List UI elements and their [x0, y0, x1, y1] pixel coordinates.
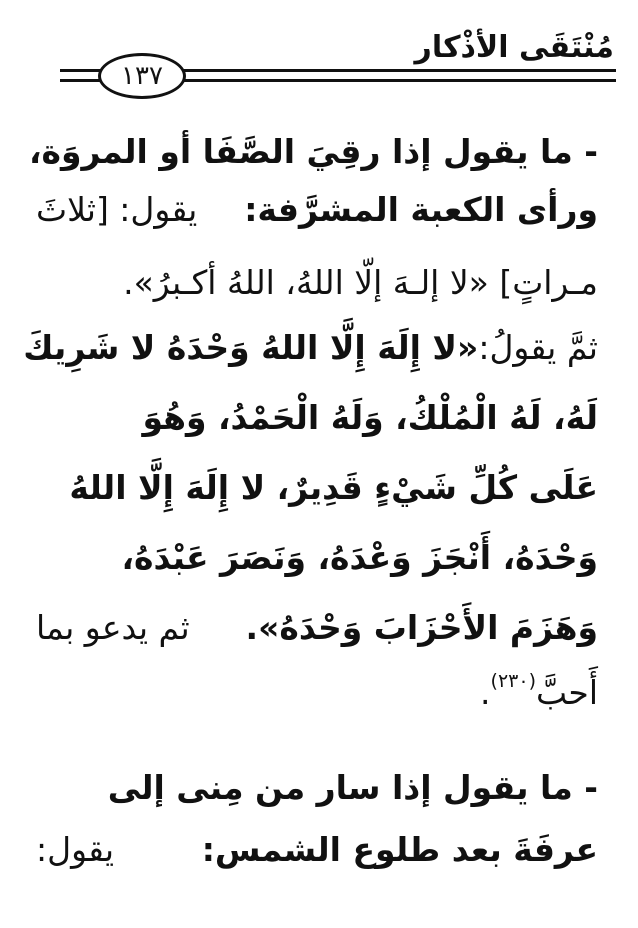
text-line-1	[28, 124, 598, 180]
dhikr-text: وَحْدَهُ، أَنْجَزَ وَعْدَهُ، وَنَصَرَ عَبْدَهُ،	[121, 538, 598, 577]
page-number: ١٣٧	[121, 61, 163, 91]
section-heading-mina-arafah: - ما يقول إذا سار من مِنى إلى	[107, 768, 598, 807]
text-line-8	[36, 600, 598, 656]
text-line-10	[36, 760, 598, 816]
text-line-9	[36, 665, 598, 721]
section-heading-continuation: ورأى الكعبة المشرَّفة:	[244, 190, 598, 229]
page-number-badge	[98, 53, 186, 99]
body-text-segment: ثمَّ يقولُ:	[478, 328, 598, 367]
footnote-reference: (٢٣٠)	[490, 670, 537, 692]
text-line-4	[23, 320, 598, 376]
running-header-title: مُنْتَقَى الأذْكار	[414, 30, 614, 65]
body-text-segment: يقول:	[36, 830, 115, 869]
text-line-3	[36, 255, 598, 311]
dhikr-text: «لا إِلَهَ إِلَّا اللهُ وَحْدَهُ لا شَرِيكَ	[23, 328, 479, 367]
text-line-6	[36, 460, 598, 516]
full-stop: .	[480, 673, 491, 712]
section-heading-safa-marwa: - ما يقول إذا رقِيَ الصَّفَا أو المروَة،	[28, 132, 598, 171]
text-line-2	[36, 182, 598, 238]
text-line-11	[36, 822, 598, 878]
dhikr-text: وَهَزَمَ الأَحْزَابَ وَحْدَهُ».	[245, 608, 598, 647]
body-text-segment: أَحبَّ	[536, 673, 598, 712]
body-text-segment: مـراتٍ] «لا إلـهَ إلّا اللهُ، اللهُ أكـبرُ».	[123, 263, 598, 302]
text-line-5	[36, 390, 598, 446]
section-heading-continuation: عرفَةَ بعد طلوع الشمس:	[201, 830, 598, 869]
dhikr-text: عَلَى كُلِّ شَيْءٍ قَدِيرٌ، لا إِلَهَ إِلَّا اللهُ	[69, 468, 598, 507]
body-text-segment: يقول: [ثلاثَ	[36, 190, 198, 229]
dhikr-text: لَهُ، لَهُ الْمُلْكُ، وَلَهُ الْحَمْدُ، وَهُوَ	[142, 398, 598, 437]
body-text-segment: ثم يدعو بما	[36, 608, 190, 647]
text-line-7	[36, 530, 598, 586]
